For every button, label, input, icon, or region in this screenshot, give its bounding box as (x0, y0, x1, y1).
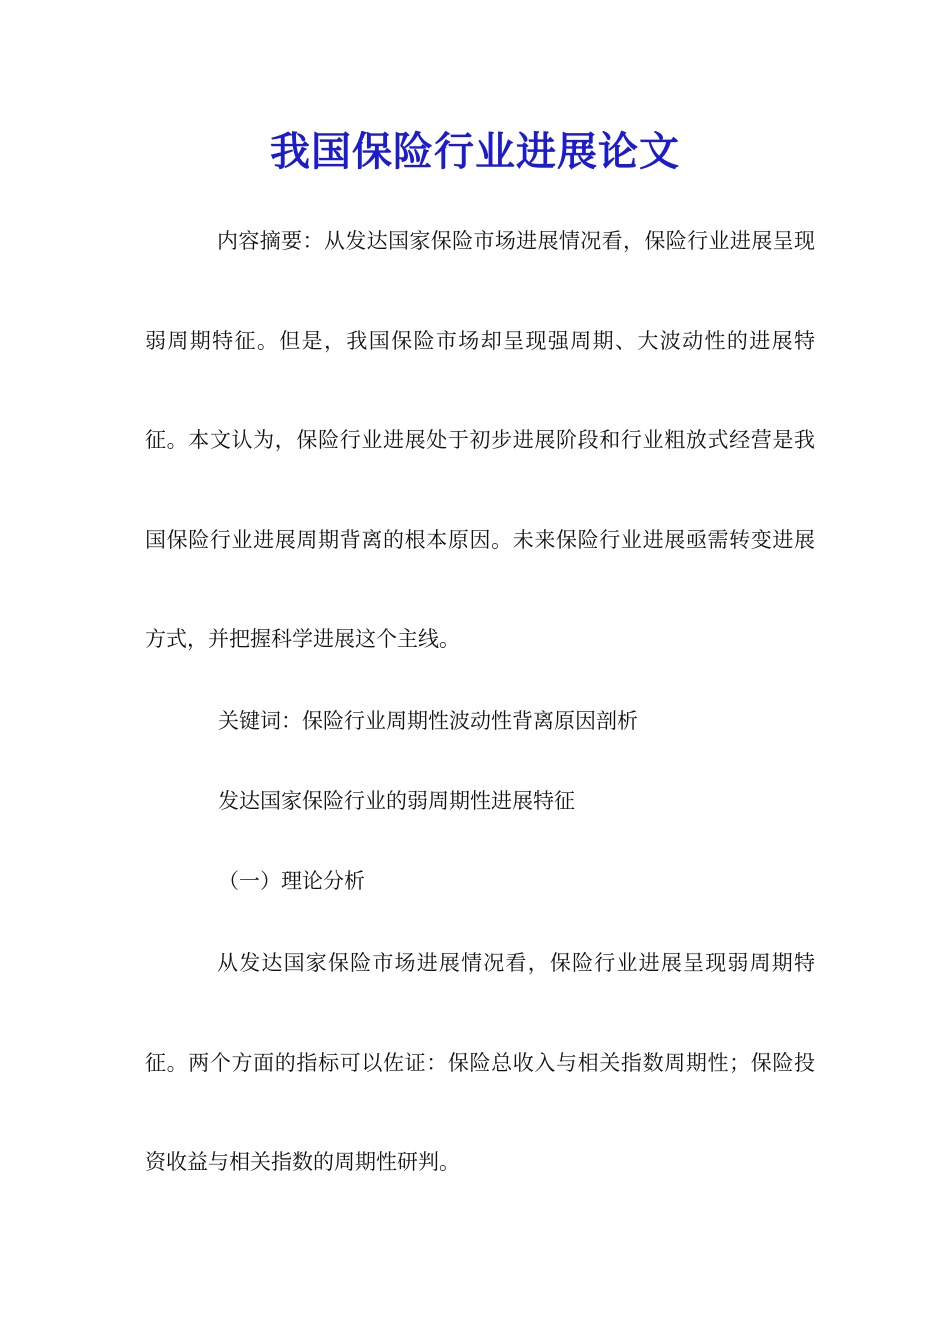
document-title: 我国保险行业进展论文 (270, 128, 680, 175)
abstract-paragraph: 内容摘要：从发达国家保险市场进展情况看，保险行业进展呈现弱周期特征。但是，我国保险市场却呈现强周期、大波动性的进展特征。本文认为，保险行业进展处于初步进展阶段和行业粗放式经营是我国保险行业进展周期背离的根本原因。未来保险行业进展亟需转变进展方式，并把握科学进展这个主线。 (145, 229, 815, 651)
section-heading: 发达国家保险行业的弱周期性进展特征 (218, 789, 575, 813)
subsection-heading: （一）理论分析 (218, 869, 365, 893)
keywords-line: 关键词：保险行业周期性波动性背离原因剖析 (218, 709, 638, 733)
body-paragraph: 从发达国家保险市场进展情况看，保险行业进展呈现弱周期特征。两个方面的指标可以佐证：保险总收入与相关指数周期性；保险投资收益与相关指数的周期性研判。 (145, 951, 815, 1174)
